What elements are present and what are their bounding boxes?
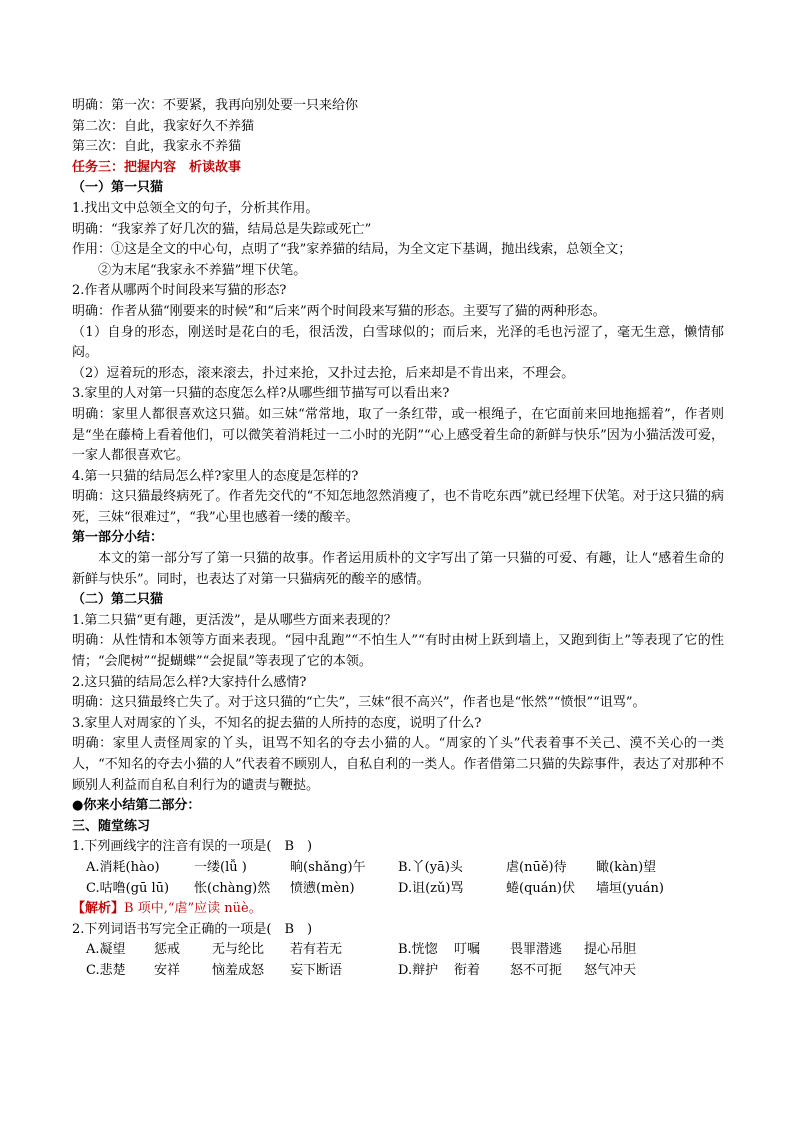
option-a: A.凝望 bbox=[86, 942, 126, 958]
exercise-question: 1.下列画线字的注音有误的一项是( B ) bbox=[72, 839, 313, 855]
question: 1.找出文中总领全文的句子，分析其作用。 bbox=[72, 200, 319, 216]
analysis-line bbox=[72, 899, 724, 920]
exercise-options-row bbox=[72, 879, 724, 900]
section-heading: （一）第一只猫 bbox=[72, 180, 164, 196]
option-a-word: 若有若无 bbox=[290, 942, 343, 958]
option-b-word: 瞰(kàn)望 bbox=[596, 859, 657, 875]
analysis-text: B 项中,“虐”应读 nüè。 bbox=[124, 901, 262, 917]
summary-prompt: ●你来小结第二部分： bbox=[72, 798, 201, 814]
summary-paragraph: 本文的第一部分写了第一只猫的故事。作者运用质朴的文字写出了第一只猫的可爱、有趣，让人“感着生命的新鲜与快乐”。同时，也表达了对第一只猫病死的酸辛的感情。 bbox=[72, 551, 724, 587]
option-a-word: 惩戒 bbox=[154, 942, 181, 958]
option-d-word: 蜷(quán)伏 bbox=[506, 880, 575, 896]
option-d-word: 怒气冲天 bbox=[584, 962, 637, 978]
option-a: A.消耗(hào) bbox=[86, 859, 160, 875]
question: 2.作者从哪两个时间段来写猫的形态? bbox=[72, 283, 287, 299]
answer: 明确：“我家养了好几次的猫，结局总是失踪或死亡” bbox=[72, 221, 372, 237]
answer-paragraph: 明确：这只猫最终病死了。作者先交代的“不知怎地忽然消瘦了，也不肯吃东西”就已经埋下伏笔。对于这只猫的病死，三妹“很难过”，“我”心里也感着一缕的酸辛。 bbox=[72, 489, 724, 525]
option-d: D.辩护 bbox=[398, 962, 439, 978]
answer: （2）逗着玩的形态，滚来滚去，扑过来抢，又扑过去抢，后来却是不肯出来，不理会。 bbox=[72, 365, 575, 381]
option-c-word: 妄下断语 bbox=[290, 962, 343, 978]
question: 4.第一只猫的结局怎么样?家里人的态度是怎样的? bbox=[72, 468, 359, 484]
option-b-word: 叮嘱 bbox=[454, 942, 481, 958]
document-page bbox=[72, 96, 724, 982]
analysis-tag: 【解析】 bbox=[72, 901, 125, 917]
summary-heading: 第一部分小结： bbox=[72, 530, 164, 546]
option-c: C.咕噜(gū lū) bbox=[86, 880, 170, 896]
exercise-options-row bbox=[72, 940, 724, 961]
answer-paragraph: 明确：从性情和本领等方面来表现。“园中乱跑”“不怕生人”“有时由树上跃到墙上，又跑到街上”等表现了它的性情；“会爬树”“捉蝴蝶”“会捉鼠”等表现了它的本领。 bbox=[72, 633, 724, 670]
option-b-word: 虐(nūě)待 bbox=[506, 859, 567, 875]
option-c: C.悲楚 bbox=[86, 962, 126, 978]
option-c-word: 安祥 bbox=[154, 962, 181, 978]
option-b-word: 提心吊胆 bbox=[584, 942, 637, 958]
option-a-word: 晌(shǎng)午 bbox=[290, 859, 366, 875]
answer-line: 明确：第一次：不要紧，我再向别处要一只来给你 bbox=[72, 98, 359, 113]
option-d-word: 衔着 bbox=[454, 962, 481, 978]
exercise-options-row bbox=[72, 961, 724, 982]
option-a-word: 无与纶比 bbox=[212, 942, 265, 958]
question: 3.家里人对周家的丫头，不知名的捉去猫的人所持的态度，说明了什么? bbox=[72, 715, 482, 731]
answer-line: 第三次：自此，我家永不养猫 bbox=[72, 139, 242, 155]
answer-paragraph: 明确：家里人责怪周家的丫头，诅骂不知名的夺去小猫的人。“周家的丫头”代表着事不关己、漠不关心的一类人，“不知名的夺去小猫的人”代表着不顾别人，自私自利的一类人。作者借第二只猫的失踪事件，表达了对那种不顾别人利益而自私自利行为的谴责与鞭挞。 bbox=[72, 736, 724, 793]
answer-line: 第二次：自此，我家好久不养猫 bbox=[72, 118, 255, 134]
answer: ②为末尾“我家永不养猫”埋下伏笔。 bbox=[98, 262, 307, 278]
answer-paragraph: 明确：家里人都很喜欢这只猫。如三妹“常常地，取了一条红带，或一根绳子，在它面前来回地拖摇着”，作者则是“坐在藤椅上看着他们，可以微笑着消耗过一二小时的光阴”“心上感受着生命的新鲜与快乐”因为小猫活泼可爱，一家人都很喜欢它。 bbox=[72, 406, 724, 464]
answer-paragraph: 明确：这只猫最终亡失了。对于这只猫的“亡失”，三妹“很不高兴”，作者也是“怅然”“愤恨”“诅骂”。 bbox=[72, 695, 646, 711]
exercise-options-row bbox=[72, 858, 724, 879]
answer: 作用：①这是全文的中心句，点明了“我”家养猫的结局，为全文定下基调，抛出线索，总领全文； bbox=[72, 242, 632, 258]
option-b: B.恍惚 bbox=[398, 942, 438, 958]
answer: 明确：作者从猫“刚要来的时候”和“后来”两个时间段来写猫的形态。主要写了猫的两种形态。 bbox=[72, 303, 606, 319]
option-c-word: 恼羞成怒 bbox=[212, 962, 265, 978]
exercise-question: 2.下列词语书写完全正确的一项是( B ) bbox=[72, 921, 313, 937]
option-c-word: 愤懑(mèn) bbox=[290, 880, 355, 896]
practice-heading: 三、随堂练习 bbox=[72, 818, 151, 834]
option-d: D.诅(zǔ)骂 bbox=[398, 880, 464, 896]
option-b-word: 畏罪潜逃 bbox=[510, 942, 563, 958]
option-d-word: 怒不可扼 bbox=[510, 962, 563, 978]
section-heading: （二）第二只猫 bbox=[72, 592, 164, 608]
question: 3.家里的人对第一只猫的态度怎么样?从哪些细节描写可以看出来? bbox=[72, 386, 450, 402]
option-c-word: 怅(chàng)然 bbox=[194, 880, 271, 896]
option-a-word: 一缕(lǚ ) bbox=[194, 859, 247, 875]
option-b: B.丫(yā)头 bbox=[398, 859, 463, 875]
answer-paragraph: （1）自身的形态，刚送时是花白的毛，很活泼，白雪球似的；而后来，光泽的毛也污涩了，毫无生意，懒情郁闷。 bbox=[72, 324, 724, 361]
option-d-word: 墙垣(yuán) bbox=[596, 880, 664, 896]
question: 1.第二只猫“更有趣，更活泼”，是从哪些方面来表现的？ bbox=[72, 612, 397, 628]
task-heading: 任务三：把握内容 析读故事 bbox=[72, 159, 242, 175]
question: 2.这只猫的结局怎么样?大家持什么感情? bbox=[72, 674, 307, 690]
